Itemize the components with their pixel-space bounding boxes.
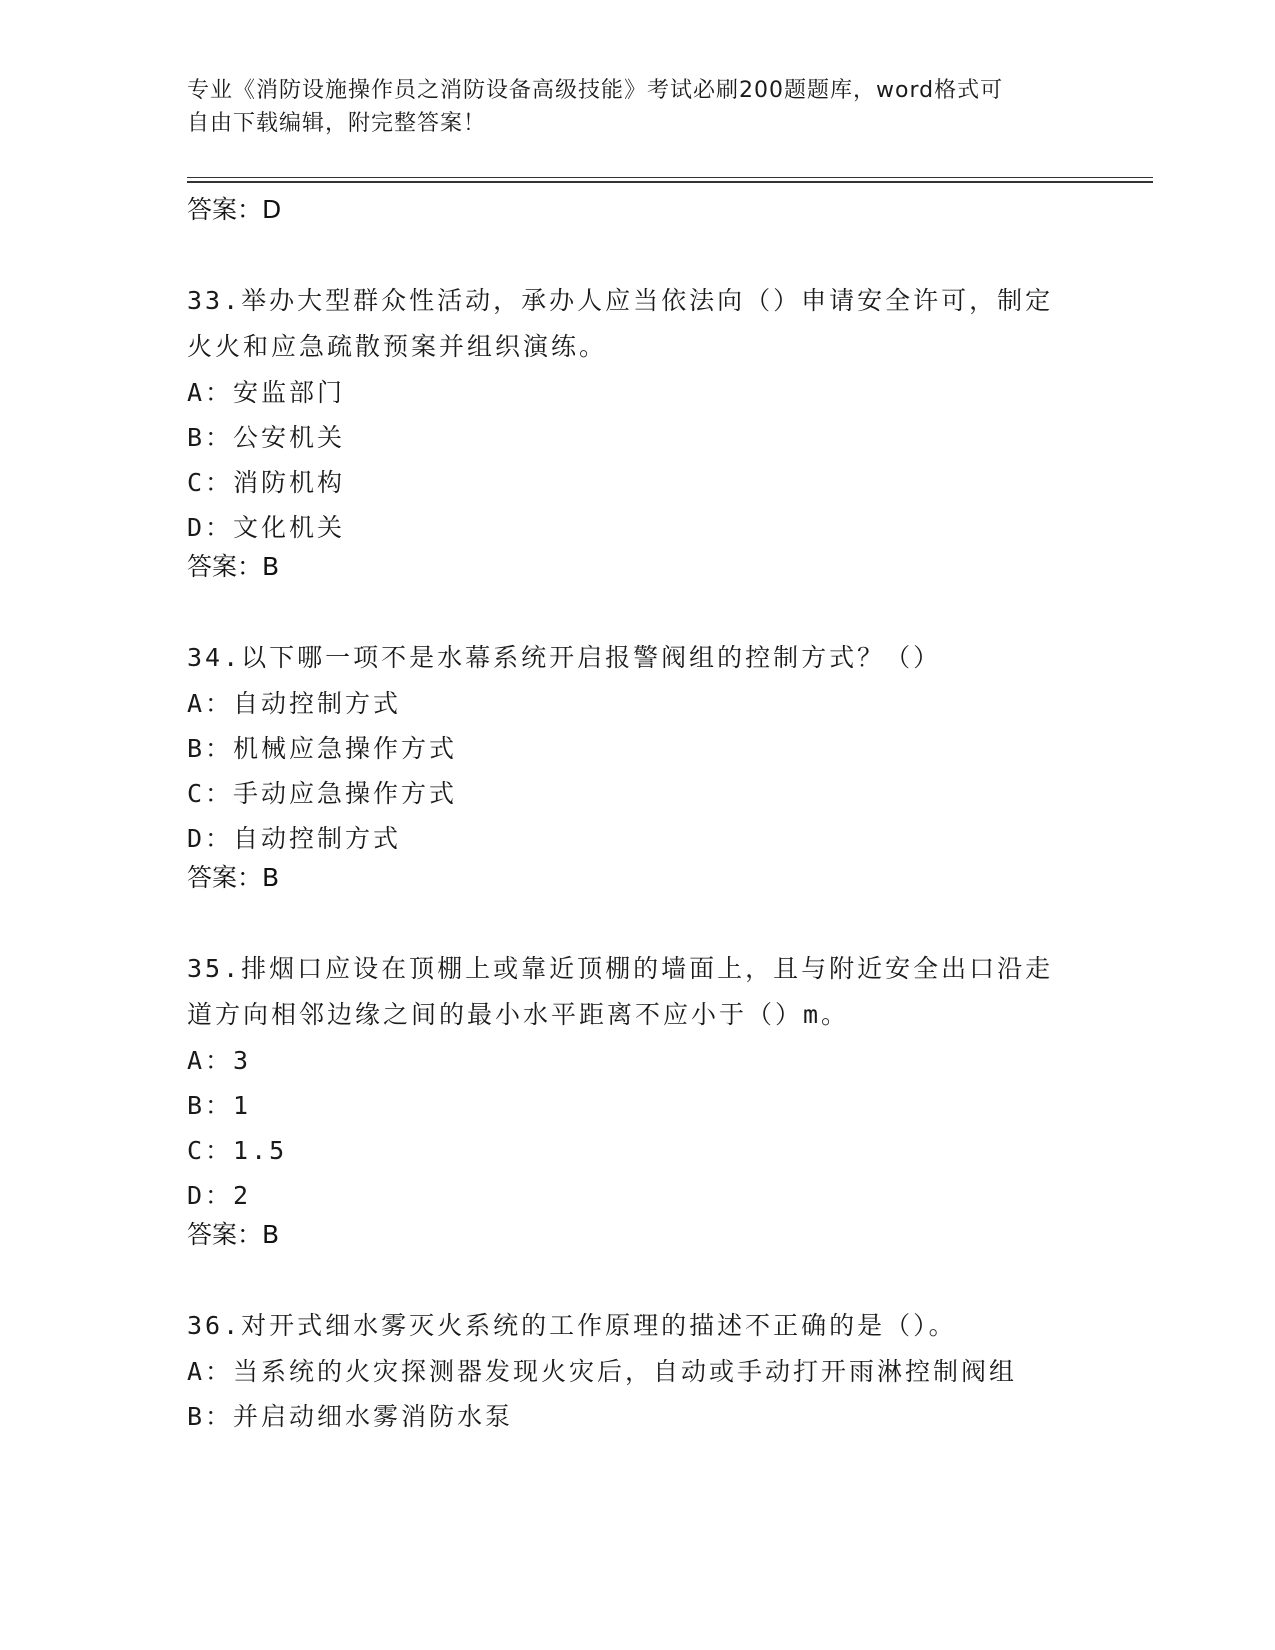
header-divider-thick	[187, 181, 1153, 183]
document-header	[187, 74, 1067, 140]
answer: 答案：B	[187, 552, 280, 581]
question-text: 34.以下哪一项不是水幕系统开启报警阀组的控制方式？（）	[187, 643, 942, 672]
option-a: A：安监部门	[187, 378, 346, 407]
option-b: B：公安机关	[187, 423, 346, 452]
question-36	[187, 1303, 1087, 1439]
option-d: D：自动控制方式	[187, 824, 402, 853]
question-list	[187, 193, 1087, 1439]
question-text: 33.举办大型群众性活动，承办人应当依法向（）申请安全许可，制定	[187, 286, 1054, 315]
option-d: D：文化机关	[187, 513, 346, 542]
option-b: B：1	[187, 1091, 252, 1120]
answer: 答案：B	[187, 1220, 280, 1249]
option-b: B：并启动细水雾消防水泵	[187, 1402, 514, 1431]
option-c: C：手动应急操作方式	[187, 779, 458, 808]
question-text-continued: 道方向相邻边缘之间的最小水平距离不应小于（）m。	[187, 1000, 850, 1029]
option-a: A：自动控制方式	[187, 689, 402, 718]
option-c: C：1.5	[187, 1136, 288, 1165]
option-a: A：3	[187, 1046, 252, 1075]
answer-previous: 答案：D	[187, 195, 282, 224]
question-35	[187, 946, 1087, 1252]
question-text: 35.排烟口应设在顶棚上或靠近顶棚的墙面上，且与附近安全出口沿走	[187, 954, 1054, 983]
question-34	[187, 635, 1087, 895]
option-a: A：当系统的火灾探测器发现火灾后，自动或手动打开雨淋控制阀组	[187, 1357, 1018, 1386]
question-33	[187, 278, 1087, 584]
question-text-continued: 火火和应急疏散预案并组织演练。	[187, 332, 608, 361]
option-d: D：2	[187, 1181, 252, 1210]
question-text: 36.对开式细水雾灭火系统的工作原理的描述不正确的是（）。	[187, 1311, 957, 1340]
header-line-1: 专业《消防设施操作员之消防设备高级技能》考试必刷200题题库，word格式可	[187, 78, 1004, 103]
option-c: C：消防机构	[187, 468, 346, 497]
header-divider-thin	[187, 177, 1153, 178]
option-b: B：机械应急操作方式	[187, 734, 458, 763]
answer: 答案：B	[187, 863, 280, 892]
header-line-2: 自由下载编辑，附完整答案！	[187, 111, 487, 136]
